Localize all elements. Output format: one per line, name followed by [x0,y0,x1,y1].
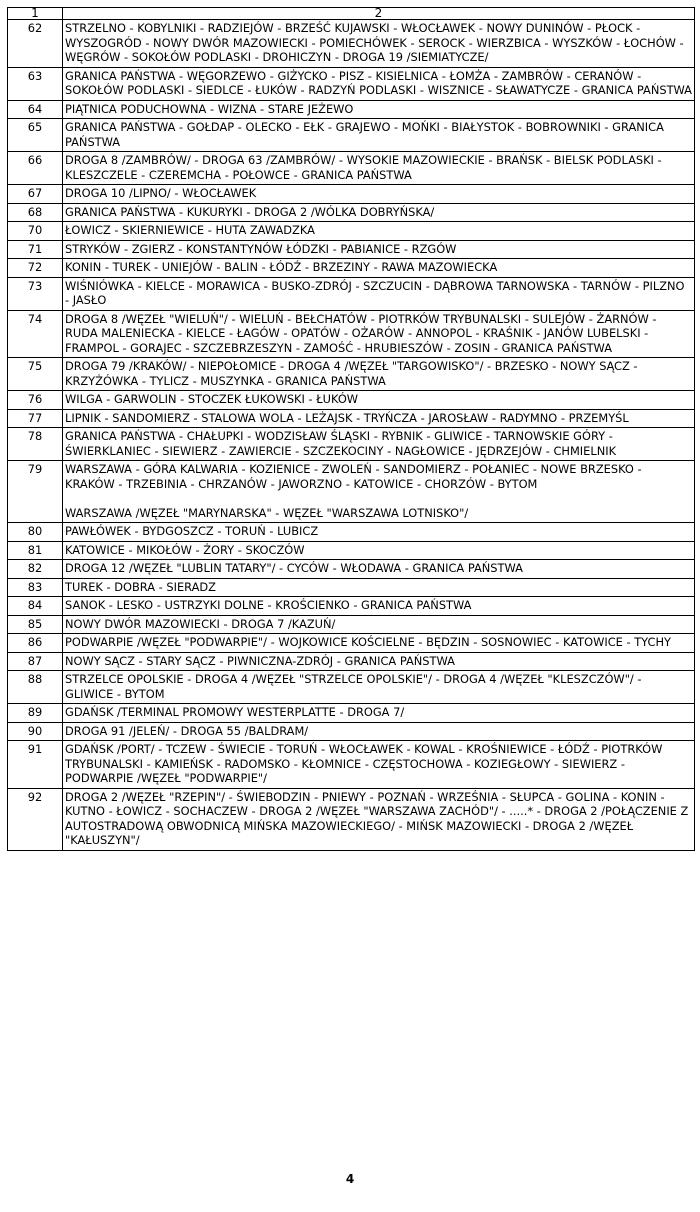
road-number: 71 [8,240,63,259]
table-row [8,652,695,671]
table-row [8,741,695,789]
road-route: KATOWICE - MIKOŁÓW - ŻORY - SKOCZÓW [63,541,695,560]
road-number: 76 [8,391,63,410]
road-number: 70 [8,222,63,241]
road-number: 82 [8,560,63,579]
table-row [8,541,695,560]
table-row [8,704,695,723]
road-number: 77 [8,409,63,428]
road-route: NOWY SĄCZ - STARY SĄCZ - PIWNICZNA-ZDRÓJ - GRANICA PAŃSTWA [63,652,695,671]
road-route: GRANICA PAŃSTWA - KUKURYKI - DROGA 2 /WÓLKA DOBRYŃSKA/ [63,203,695,222]
table-row [8,222,695,241]
road-number: 84 [8,597,63,616]
table-row [8,578,695,597]
table-row [8,671,695,704]
road-number: 87 [8,652,63,671]
road-number: 81 [8,541,63,560]
road-route: KONIN - TUREK - UNIEJÓW - BALIN - ŁÓDŹ - BRZEZINY - RAWA MAZOWIECKA [63,259,695,278]
road-number: 90 [8,722,63,741]
table-row [8,119,695,152]
road-number: 63 [8,67,63,100]
road-number: 88 [8,671,63,704]
header-row [8,8,695,20]
road-route: PIĄTNICA PODUCHOWNA - WIZNA - STARE JEŻEWO [63,100,695,119]
road-number: 66 [8,152,63,185]
road-number: 75 [8,358,63,391]
road-number: 92 [8,788,63,850]
table-row [8,358,695,391]
road-route: TUREK - DOBRA - SIERADZ [63,578,695,597]
road-route: STRZELNO - KOBYLNIKI - RADZIEJÓW - BRZEŚĆ KUJAWSKI - WŁOCŁAWEK - NOWY DUNINÓW - PŁOCK - WYSZOGRÓD - NOWY DWÓR MAZOWIECKI - POMIECHÓWEK - SEROCK - WIERZBICA - WYSZKÓW - ŁOCHÓW - WĘGRÓW - SOKOŁÓW PODLASKI - DROHICZYN - DROGA 19 /SIEMIATYCZE/ [63,20,695,68]
road-route: DROGA 10 /LIPNO/ - WŁOCŁAWEK [63,185,695,204]
road-route: NOWY DWÓR MAZOWIECKI - DROGA 7 /KAZUŃ/ [63,615,695,634]
road-route: DROGA 8 /WĘZEŁ "WIELUŃ"/ - WIELUŃ - BEŁCHATÓW - PIOTRKÓW TRYBUNALSKI - SULEJÓW - ŻARNÓW - RUDA MALENIECKA - KIELCE - ŁAGÓW - OPATÓW - OŻARÓW - ANNOPOL - KRAŚNIK - JANÓW LUBELSKI - FRAMPOL - GORAJEC - SZCZEBRZESZYN - ZAMOŚĆ - HRUBIESZÓW - ZOSIN - GRANICA PAŃSTWA [63,310,695,358]
column-header-number: 1 [8,8,63,20]
road-route: DROGA 12 /WĘZEŁ "LUBLIN TATARY"/ - CYCÓW - WŁODAWA - GRANICA PAŃSTWA [63,560,695,579]
road-route: GRANICA PAŃSTWA - GOŁDAP - OLECKO - EŁK - GRAJEWO - MOŃKI - BIAŁYSTOK - BOBROWNIKI - GRANICA PAŃSTWA [63,119,695,152]
table-row [8,20,695,68]
table-row [8,67,695,100]
road-number: 86 [8,634,63,653]
road-number: 80 [8,523,63,542]
road-route: ŁOWICZ - SKIERNIEWICE - HUTA ZAWADZKA [63,222,695,241]
table-row [8,152,695,185]
road-number: 65 [8,119,63,152]
road-route: GDAŃSK /PORT/ - TCZEW - ŚWIECIE - TORUŃ - WŁOCŁAWEK - KOWAL - KROŚNIEWICE - ŁÓDŹ - PIOTRKÓW TRYBUNALSKI - KAMIEŃSK - RADOMSKO - KŁOMNICE - CZĘSTOCHOWA - KOZIEGŁOWY - SIEWIERZ - PODWARPIE /WĘZEŁ "PODWARPIE"/ [63,741,695,789]
table-row [8,391,695,410]
table-row [8,722,695,741]
roads-table [7,7,695,851]
road-route: DROGA 2 /WĘZEŁ "RZEPIN"/ - ŚWIEBODZIN - PNIEWY - POZNAŃ - WRZEŚNIA - SŁUPCA - GOLINA - KONIN - KUTNO - ŁOWICZ - SOCHACZEW - DROGA 2 /WĘZEŁ "WARSZAWA ZACHÓD"/ - .....* - DROGA 2 /POŁĄCZENIE Z AUTOSTRADOWĄ OBWODNICĄ MIŃSKA MAZOWIECKIEGO/ - MIŃSK MAZOWIECKI - DROGA 2 /WĘZEŁ "KAŁUSZYN"/ [63,788,695,850]
table-row [8,277,695,310]
road-number: 72 [8,259,63,278]
road-route: PODWARPIE /WĘZEŁ "PODWARPIE"/ - WOJKOWICE KOŚCIELNE - BĘDZIN - SOSNOWIEC - KATOWICE - TYCHY [63,634,695,653]
road-route: GRANICA PAŃSTWA - WĘGORZEWO - GIŻYCKO - PISZ - KISIELNICA - ŁOMŻA - ZAMBRÓW - CERANÓW - SOKOŁÓW PODLASKI - SIEDLCE - ŁUKÓW - RADZYŃ PODLASKI - WISZNICE - SŁAWATYCZE - GRANICA PAŃSTWA [63,67,695,100]
road-number: 74 [8,310,63,358]
road-route: SANOK - LESKO - USTRZYKI DOLNE - KROŚCIENKO - GRANICA PAŃSTWA [63,597,695,616]
road-number: 67 [8,185,63,204]
table-row [8,100,695,119]
road-number: 79 [8,461,63,523]
road-route: WILGA - GARWOLIN - STOCZEK ŁUKOWSKI - ŁUKÓW [63,391,695,410]
table-row [8,259,695,278]
column-header-route: 2 [63,8,695,20]
road-number: 91 [8,741,63,789]
road-number: 89 [8,704,63,723]
table-row [8,185,695,204]
table-row [8,634,695,653]
table-row [8,310,695,358]
road-route: WIŚNIÓWKA - KIELCE - MORAWICA - BUSKO-ZDRÓJ - SZCZUCIN - DĄBROWA TARNOWSKA - TARNÓW - PILZNO - JASŁO [63,277,695,310]
road-route: WARSZAWA - GÓRA KALWARIA - KOZIENICE - ZWOLEŃ - SANDOMIERZ - POŁANIEC - NOWE BRZESKO - KRAKÓW - TRZEBINIA - CHRZANÓW - JAWORZNO - KATOWICE - CHORZÓW - BYTOM WARSZAWA /WĘZEŁ "MARYNARSKA" - WĘZEŁ "WARSZAWA LOTNISKO"/ [63,461,695,523]
table-row [8,409,695,428]
page-number: 4 [345,1172,355,1186]
road-route: GDAŃSK /TERMINAL PROMOWY WESTERPLATTE - DROGA 7/ [63,704,695,723]
table-row [8,597,695,616]
road-number: 83 [8,578,63,597]
road-route: STRZELCE OPOLSKIE - DROGA 4 /WĘZEŁ "STRZELCE OPOLSKIE"/ - DROGA 4 /WĘZEŁ "KLESZCZÓW"/ - GLIWICE - BYTOM [63,671,695,704]
table-row [8,461,695,523]
road-route: DROGA 79 /KRAKÓW/ - NIEPOŁOMICE - DROGA 4 /WĘZEŁ "TARGOWISKO"/ - BRZESKO - NOWY SĄCZ - KRZYŻÓWKA - TYLICZ - MUSZYNKA - GRANICA PAŃSTWA [63,358,695,391]
road-number: 78 [8,428,63,461]
road-route: LIPNIK - SANDOMIERZ - STALOWA WOLA - LEŻAJSK - TRYŃCZA - JAROSŁAW - RADYMNO - PRZEMYŚL [63,409,695,428]
road-number: 64 [8,100,63,119]
table-row [8,523,695,542]
road-route: PAWŁÓWEK - BYDGOSZCZ - TORUŃ - LUBICZ [63,523,695,542]
road-number: 73 [8,277,63,310]
road-route: DROGA 91 /JELEŃ/ - DROGA 55 /BALDRAM/ [63,722,695,741]
table-row [8,240,695,259]
table-row [8,203,695,222]
road-route: GRANICA PAŃSTWA - CHAŁUPKI - WODZISŁAW ŚLĄSKI - RYBNIK - GLIWICE - TARNOWSKIE GÓRY - ŚWIERKLANIEC - SIEWIERZ - ZAWIERCIE - SZCZEKOCINY - NAGŁOWICE - JĘDRZEJÓW - CHMIELNIK [63,428,695,461]
road-number: 62 [8,20,63,68]
table-row [8,615,695,634]
road-number: 85 [8,615,63,634]
table-row [8,560,695,579]
table-row [8,788,695,850]
table-row [8,428,695,461]
road-route: DROGA 8 /ZAMBRÓW/ - DROGA 63 /ZAMBRÓW/ - WYSOKIE MAZOWIECKIE - BRAŃSK - BIELSK PODLASKI - KLESZCZELE - CZEREMCHA - POŁOWCE - GRANICA PAŃSTWA [63,152,695,185]
road-number: 68 [8,203,63,222]
road-route: STRYKÓW - ZGIERZ - KONSTANTYNÓW ŁÓDZKI - PABIANICE - RZGÓW [63,240,695,259]
